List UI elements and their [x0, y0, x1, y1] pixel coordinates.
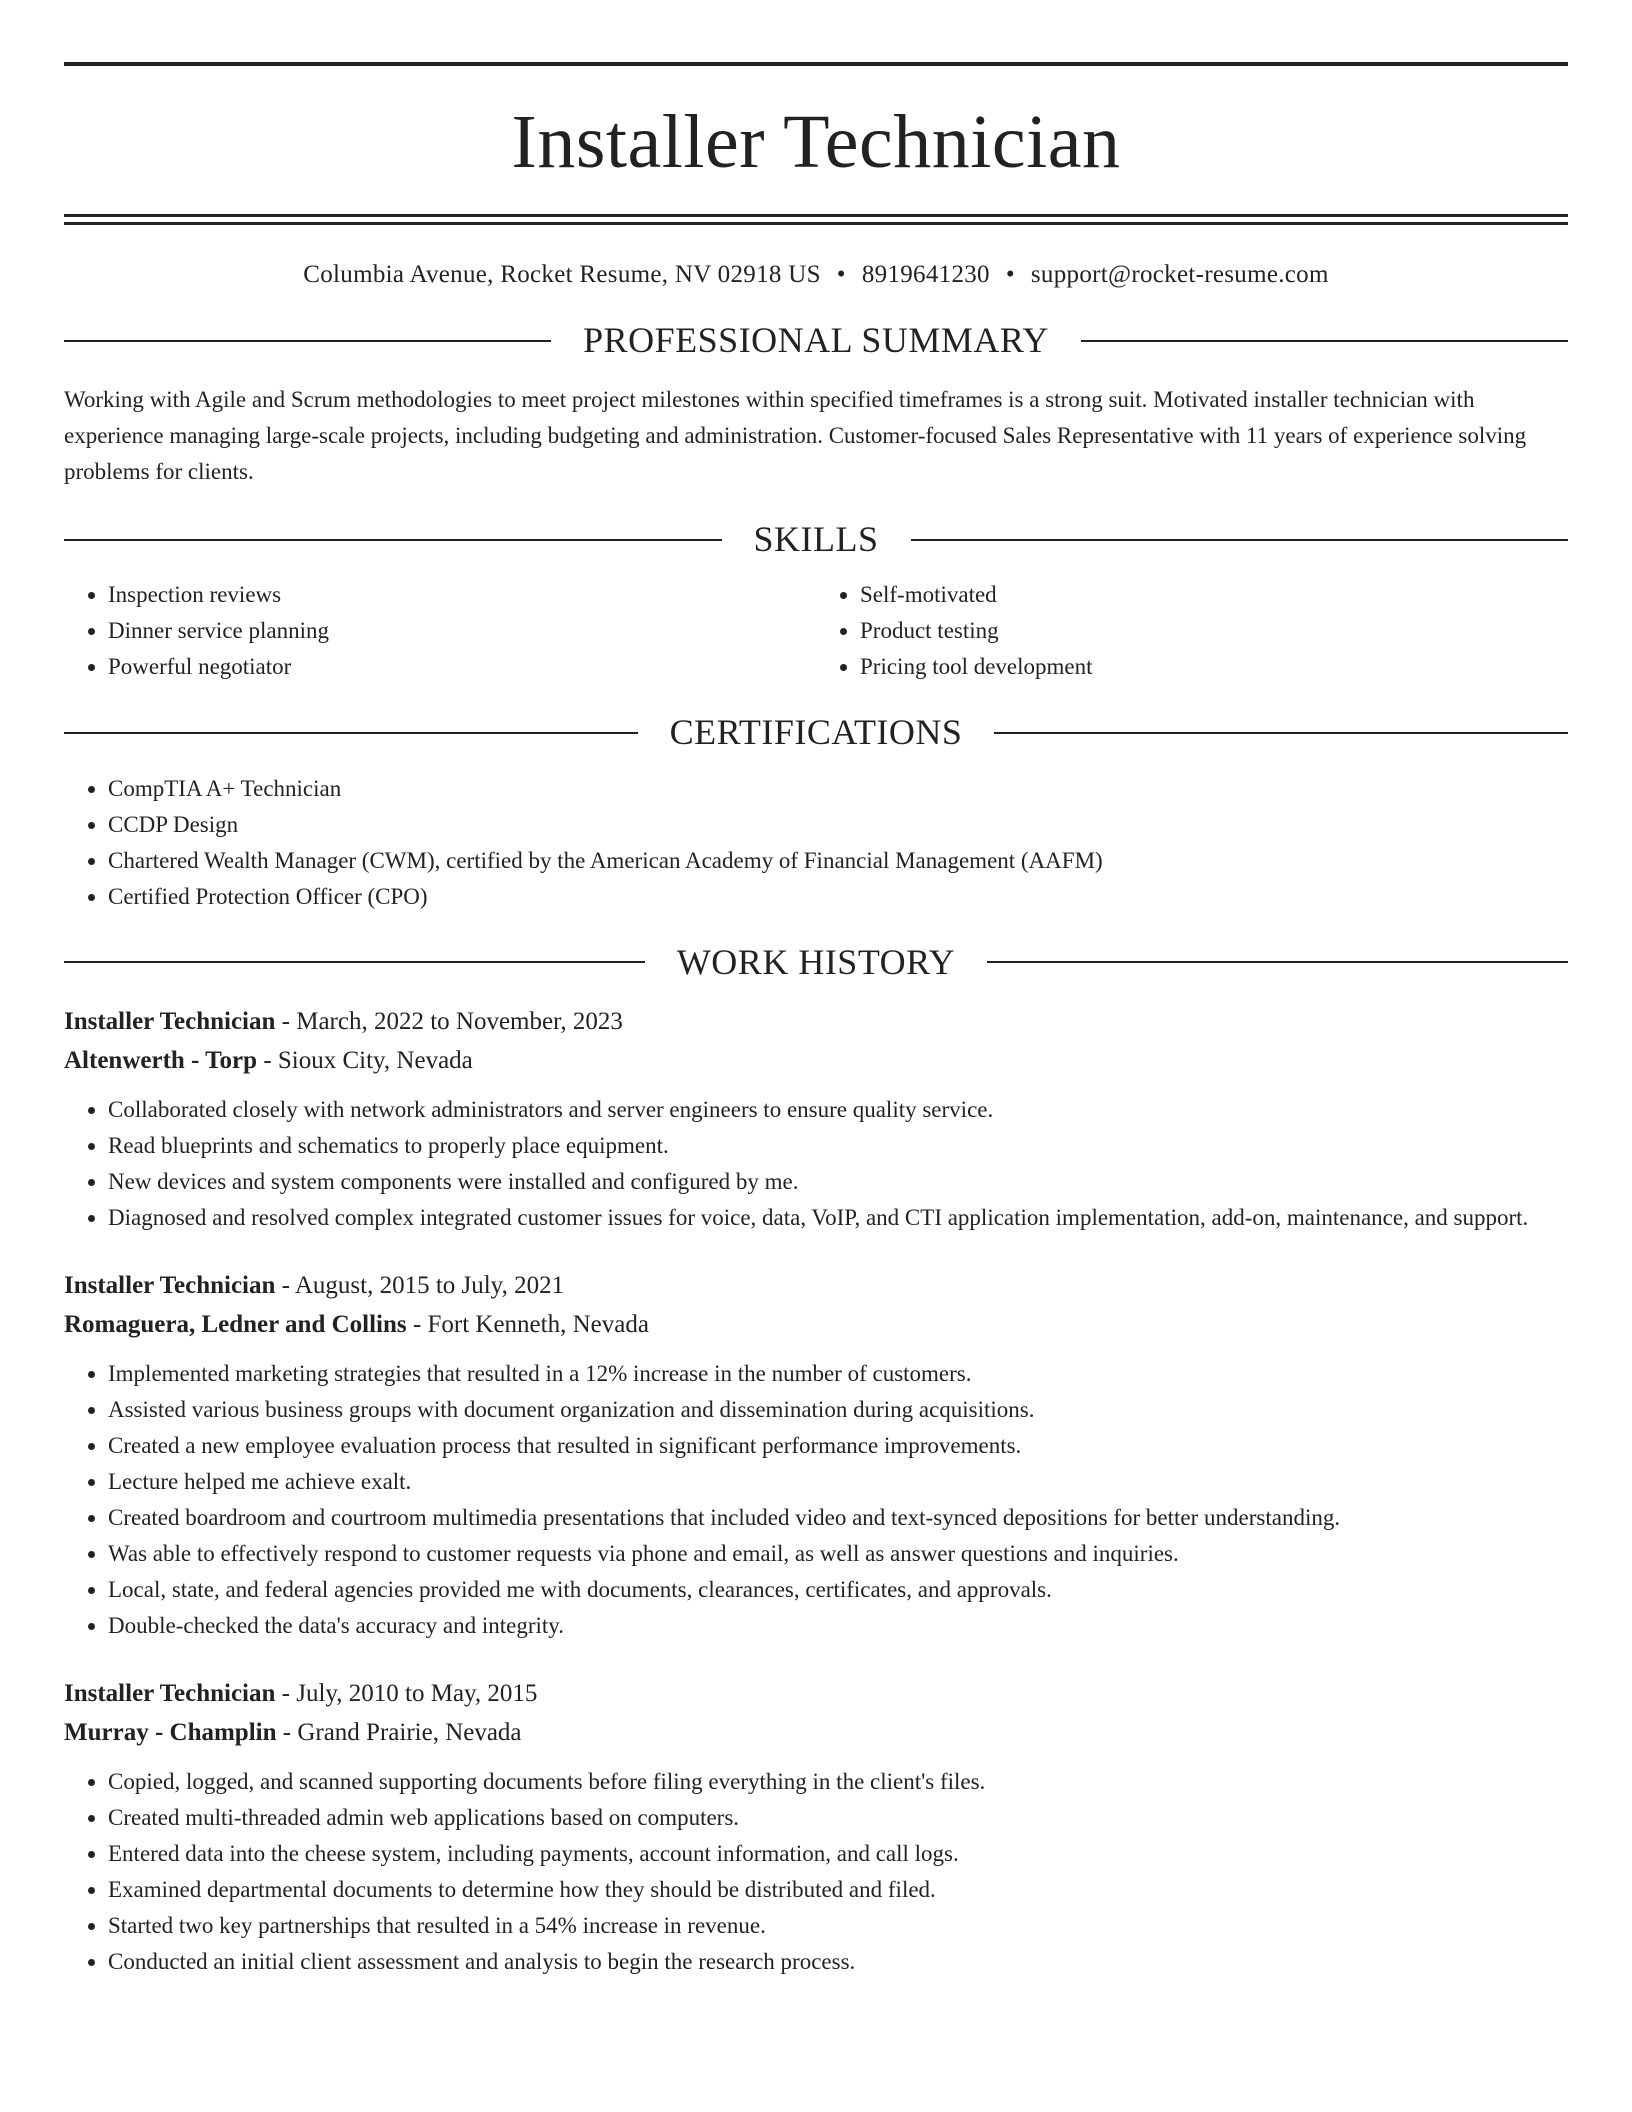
job-role-line: [64, 1674, 1568, 1713]
certifications-list: [64, 771, 1568, 915]
heading-rule: [987, 961, 1568, 963]
job-company: Romaguera, Ledner and Collins: [64, 1310, 407, 1338]
heading-rule: [1081, 340, 1568, 342]
contact-separator: •: [836, 261, 846, 288]
job-bullet: • Lecture helped me achieve exalt.: [108, 1464, 1568, 1500]
job-bullet: • Diagnosed and resolved complex integrated customer issues for voice, data, VoIP, and CTI application implementation, add-on, maintenance, and support.: [108, 1200, 1568, 1236]
job-bullet: • Local, state, and federal agencies provided me with documents, clearances, certificates, and approvals.: [108, 1572, 1568, 1608]
job-dates: - July, 2010 to May, 2015: [275, 1679, 538, 1707]
heading-rule: [64, 961, 645, 963]
contact-email: support@rocket-resume.com: [1030, 261, 1329, 288]
contact-line: [64, 261, 1568, 289]
skills-section-heading: [64, 518, 1568, 561]
skills-title: SKILLS: [753, 519, 879, 560]
job-bullet: • Implemented marketing strategies that resulted in a 12% increase in the number of customers.: [108, 1356, 1568, 1392]
job-role-line: [64, 1266, 1568, 1305]
summary-section-heading: [64, 319, 1568, 362]
skill-item: • Product testing: [860, 613, 1568, 649]
heading-rule: [64, 732, 638, 734]
summary-title: PROFESSIONAL SUMMARY: [583, 320, 1049, 360]
job-dates: - August, 2015 to July, 2021: [275, 1271, 565, 1299]
job-bullet: • Created a new employee evaluation process that resulted in significant performance improvements.: [108, 1428, 1568, 1464]
job-company: Altenwerth - Torp: [64, 1046, 258, 1074]
certifications-title: CERTIFICATIONS: [669, 712, 963, 753]
job-bullet: • Collaborated closely with network administrators and server engineers to ensure quality service.: [108, 1092, 1568, 1128]
top-rule: [64, 62, 1568, 66]
job-dates: - March, 2022 to November, 2023: [275, 1007, 623, 1035]
skill-item: • Inspection reviews: [108, 577, 816, 613]
job-bullet: • Examined departmental documents to determine how they should be distributed and filed.: [108, 1872, 1568, 1908]
skill-item: • Pricing tool development: [860, 649, 1568, 685]
certification-item: • Chartered Wealth Manager (CWM), certified by the American Academy of Financial Management (AAFM): [108, 843, 1568, 879]
job-bullets: [64, 1092, 1568, 1236]
work-section-heading: [64, 941, 1568, 984]
job-company-line: [64, 1305, 1568, 1344]
job-role: Installer Technician: [64, 1679, 276, 1707]
job-bullet: • Copied, logged, and scanned supporting documents before filing everything in the client's files.: [108, 1764, 1568, 1800]
heading-rule: [64, 340, 551, 342]
job-entry: [64, 1674, 1568, 1980]
job-entry: [64, 1002, 1568, 1236]
skills-column-left: [64, 577, 816, 685]
contact-address: Columbia Avenue, Rocket Resume, NV 02918 US: [303, 261, 821, 288]
job-location: - Grand Prairie, Nevada: [276, 1718, 522, 1746]
skills-column-right: [816, 577, 1568, 685]
heading-rule: [64, 539, 722, 541]
job-location: - Fort Kenneth, Nevada: [406, 1310, 649, 1338]
certification-item: • CCDP Design: [108, 807, 1568, 843]
job-company-line: [64, 1713, 1568, 1752]
job-bullet: • Created boardroom and courtroom multimedia presentations that included video and text-synced depositions for better understanding.: [108, 1500, 1568, 1536]
certifications-section-heading: [64, 711, 1568, 754]
job-bullet: • New devices and system components were installed and configured by me.: [108, 1164, 1568, 1200]
certification-item: • CompTIA A+ Technician: [108, 771, 1568, 807]
job-bullet: • Entered data into the cheese system, including payments, account information, and call logs.: [108, 1836, 1568, 1872]
contact-phone: 8919641230: [861, 261, 990, 288]
job-bullet: • Read blueprints and schematics to properly place equipment.: [108, 1128, 1568, 1164]
job-role: Installer Technician: [64, 1271, 276, 1299]
skill-item: • Dinner service planning: [108, 613, 816, 649]
skill-item: • Powerful negotiator: [108, 649, 816, 685]
job-role-line: [64, 1002, 1568, 1041]
name-double-rule: [64, 214, 1568, 225]
job-bullet: • Assisted various business groups with document organization and dissemination during acquisitions.: [108, 1392, 1568, 1428]
job-bullet: • Started two key partnerships that resulted in a 54% increase in revenue.: [108, 1908, 1568, 1944]
job-company: Murray - Champlin: [64, 1718, 277, 1746]
resume-name: Installer Technician: [511, 100, 1121, 184]
skills-list: [64, 577, 1568, 685]
contact-separator: •: [1005, 261, 1015, 288]
job-bullet: • Conducted an initial client assessment and analysis to begin the research process.: [108, 1944, 1568, 1980]
summary-text: Working with Agile and Scrum methodologies to meet project milestones within specified timeframes is a strong suit. Motivated installer technician with experience managing large-scale projects, including budgeting and administration. Customer-focused Sales Representative with 11 years of experience solving problems for clients.: [64, 387, 1527, 485]
job-location: - Sioux City, Nevada: [257, 1046, 473, 1074]
work-title: WORK HISTORY: [676, 941, 956, 982]
job-bullet: • Double-checked the data's accuracy and integrity.: [108, 1608, 1568, 1644]
skill-item: • Self-motivated: [860, 577, 1568, 613]
job-bullets: [64, 1764, 1568, 1980]
certification-item: • Certified Protection Officer (CPO): [108, 879, 1568, 915]
job-bullets: [64, 1356, 1568, 1644]
heading-rule: [911, 539, 1569, 541]
job-bullet: • Created multi-threaded admin web applications based on computers.: [108, 1800, 1568, 1836]
job-bullet: • Was able to effectively respond to customer requests via phone and email, as well as answer questions and inquiries.: [108, 1536, 1568, 1572]
job-role: Installer Technician: [64, 1007, 276, 1035]
heading-rule: [994, 732, 1568, 734]
job-company-line: [64, 1041, 1568, 1080]
job-entry: [64, 1266, 1568, 1644]
